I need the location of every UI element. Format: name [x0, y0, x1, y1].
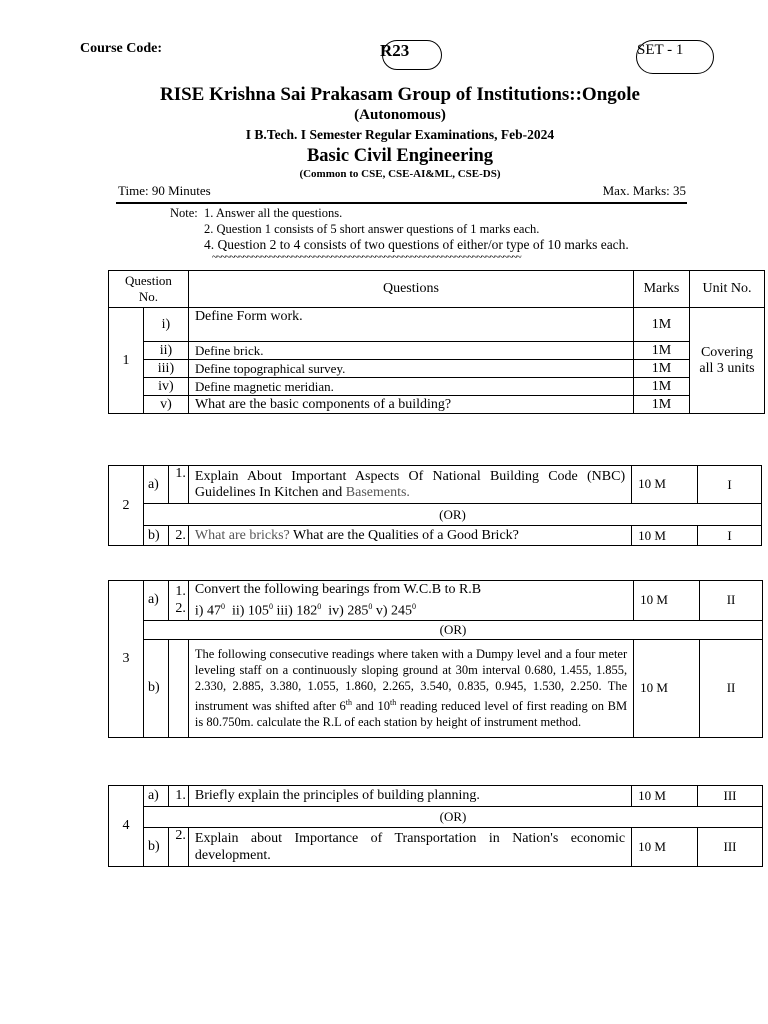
q1-item-number: iii): [143, 360, 188, 378]
q4-number: 4: [109, 786, 144, 867]
q3-a-text: Convert the following bearings from W.C.B to R.B i) $47^0$ ii) $105^0$ iii) $182^0$ iv) $285^0$ v) $245^0$: [188, 581, 633, 621]
q4-b-marks: 10 M: [632, 828, 698, 867]
exam-title: I B.Tech. I Semester Regular Examinations, Feb-2024: [245, 127, 555, 142]
q4-a-text: Briefly explain the principles of building planning.: [188, 786, 631, 807]
header-divider: [116, 202, 687, 204]
q2-a-unit: I: [698, 466, 762, 504]
common-branches: (Common to CSE, CSE-AI&ML, CSE-DS): [299, 168, 501, 180]
subject-title: Basic Civil Engineering: [306, 146, 494, 166]
note-2: 2. Question 1 consists of 5 short answer questions of 1 marks each.: [204, 222, 540, 236]
q3-a-label: a): [143, 581, 168, 621]
q1-number: 1: [109, 308, 144, 414]
q1-item-text: Define topographical survey.: [188, 360, 633, 378]
q4-b-unit: III: [698, 828, 763, 867]
q1-item-marks: 1M: [634, 396, 690, 414]
q2-a-text-tail: Basements.: [345, 484, 410, 500]
q1-item-text: What are the basic components of a building?: [188, 396, 633, 414]
q3-or: (OR): [143, 620, 762, 639]
autonomous-label: (Autonomous): [354, 107, 446, 123]
q3-a-marks: 10 M: [634, 581, 700, 621]
q2-table: [108, 465, 762, 546]
q2-b-marks: 10 M: [632, 526, 698, 546]
q4-a-label: a): [143, 786, 168, 807]
q1-table: [108, 270, 765, 414]
q1-item-text: Define magnetic meridian.: [188, 378, 633, 396]
q2-a-num: 1.: [168, 466, 188, 504]
header-question-no: Question No.: [109, 271, 189, 308]
q1-item-marks: 1M: [634, 308, 690, 342]
course-code-label: Course Code:: [80, 41, 163, 56]
regulation-code: R23: [380, 41, 410, 60]
q4-b-text: Explain about Importance of Transportation in Nation's economic development.: [188, 828, 631, 867]
q1-item-number: i): [143, 308, 188, 342]
q1-item-text: Define brick.: [188, 342, 633, 360]
q4-a-marks: 10 M: [632, 786, 698, 807]
max-marks: Max. Marks: 35: [602, 183, 686, 198]
q2-b-text: What are bricks? What are the Qualities of a Good Brick?: [188, 526, 631, 546]
q1-item-number: iv): [143, 378, 188, 396]
q2-a-label: a): [143, 466, 168, 504]
q4-table: [108, 785, 763, 867]
q1-unit: Covering all 3 units: [689, 308, 764, 414]
q2-a-marks: 10 M: [632, 466, 698, 504]
q4-a-num: 1.: [168, 786, 188, 807]
notes-block: [170, 205, 629, 253]
q3-b-unit: II: [700, 639, 763, 737]
q3-b-num-empty: [168, 639, 188, 737]
note-1: 1. Answer all the questions.: [204, 206, 343, 220]
q3-number: 3: [109, 581, 144, 738]
q1-item-number: v): [143, 396, 188, 414]
q4-b-label: b): [143, 828, 168, 867]
institution-name: RISE Krishna Sai Prakasam Group of Institutions::Ongole: [159, 84, 640, 105]
q2-or: (OR): [143, 504, 761, 526]
q2-b-text-lead: What are bricks?: [194, 527, 290, 543]
q2-b-label: b): [143, 526, 168, 546]
q3-b-marks: 10 M: [634, 639, 700, 737]
q3-table: [108, 580, 763, 738]
q1-item-marks: 1M: [634, 378, 690, 396]
q3-b-label: b): [143, 639, 168, 737]
q2-number: 2: [109, 466, 144, 546]
header-questions: Questions: [188, 271, 633, 308]
q3-a-unit: II: [700, 581, 763, 621]
exam-duration: Time: 90 Minutes: [118, 183, 211, 198]
q1-item-marks: 1M: [634, 342, 690, 360]
q2-b-unit: I: [698, 526, 762, 546]
q4-b-num: 2.: [168, 828, 188, 867]
note-3: 4. Question 2 to 4 consists of two questions of either/or type of 10 marks each.: [204, 237, 629, 252]
q4-or: (OR): [143, 807, 762, 828]
header-unit-no: Unit No.: [689, 271, 764, 308]
q3-bearings: i) $47^0$ ii) $105^0$ iii) $182^0$ iv) $285^0$ v) $245^0$: [194, 602, 417, 619]
set-number: SET - 1: [637, 42, 684, 58]
q3-b-text: The following consecutive readings where taken with a Dumpy level and a four meter leveling staff on a continuously sloping ground at 30m interval 0.680, 1.455, 1.855, 2.330, 2.885, 3.380, 1.055, 1.860, 2.265, 3.540, 0.835, 0.945, 1.530, 2.250. The instrument was shifted after 6th and 10th reading reduced level of first reading on BM is 80.750m. calculate the R.L of each station by height of instrument method.: [188, 639, 633, 737]
header-marks: Marks: [634, 271, 690, 308]
q2-b-num: 2.: [168, 526, 188, 546]
q1-item-marks: 1M: [634, 360, 690, 378]
q1-item-number: ii): [143, 342, 188, 360]
q4-a-unit: III: [698, 786, 763, 807]
q2-a-text: Explain About Important Aspects Of National Building Code (NBC) Guidelines In Kitchen and Basements.: [188, 466, 631, 504]
q1-item-text: Define Form work.: [188, 308, 633, 342]
note-prefix: Note:: [170, 206, 198, 220]
q3-a-nums: 1. 2.: [168, 581, 188, 621]
notes-separator: ~~~~~~~~~~~~~~~~~~~~~~~~~~~~~~~~~~~~~~~~~~~~~~~~~~~~~~~~~~~~~~~~~~~~~~: [212, 252, 521, 263]
